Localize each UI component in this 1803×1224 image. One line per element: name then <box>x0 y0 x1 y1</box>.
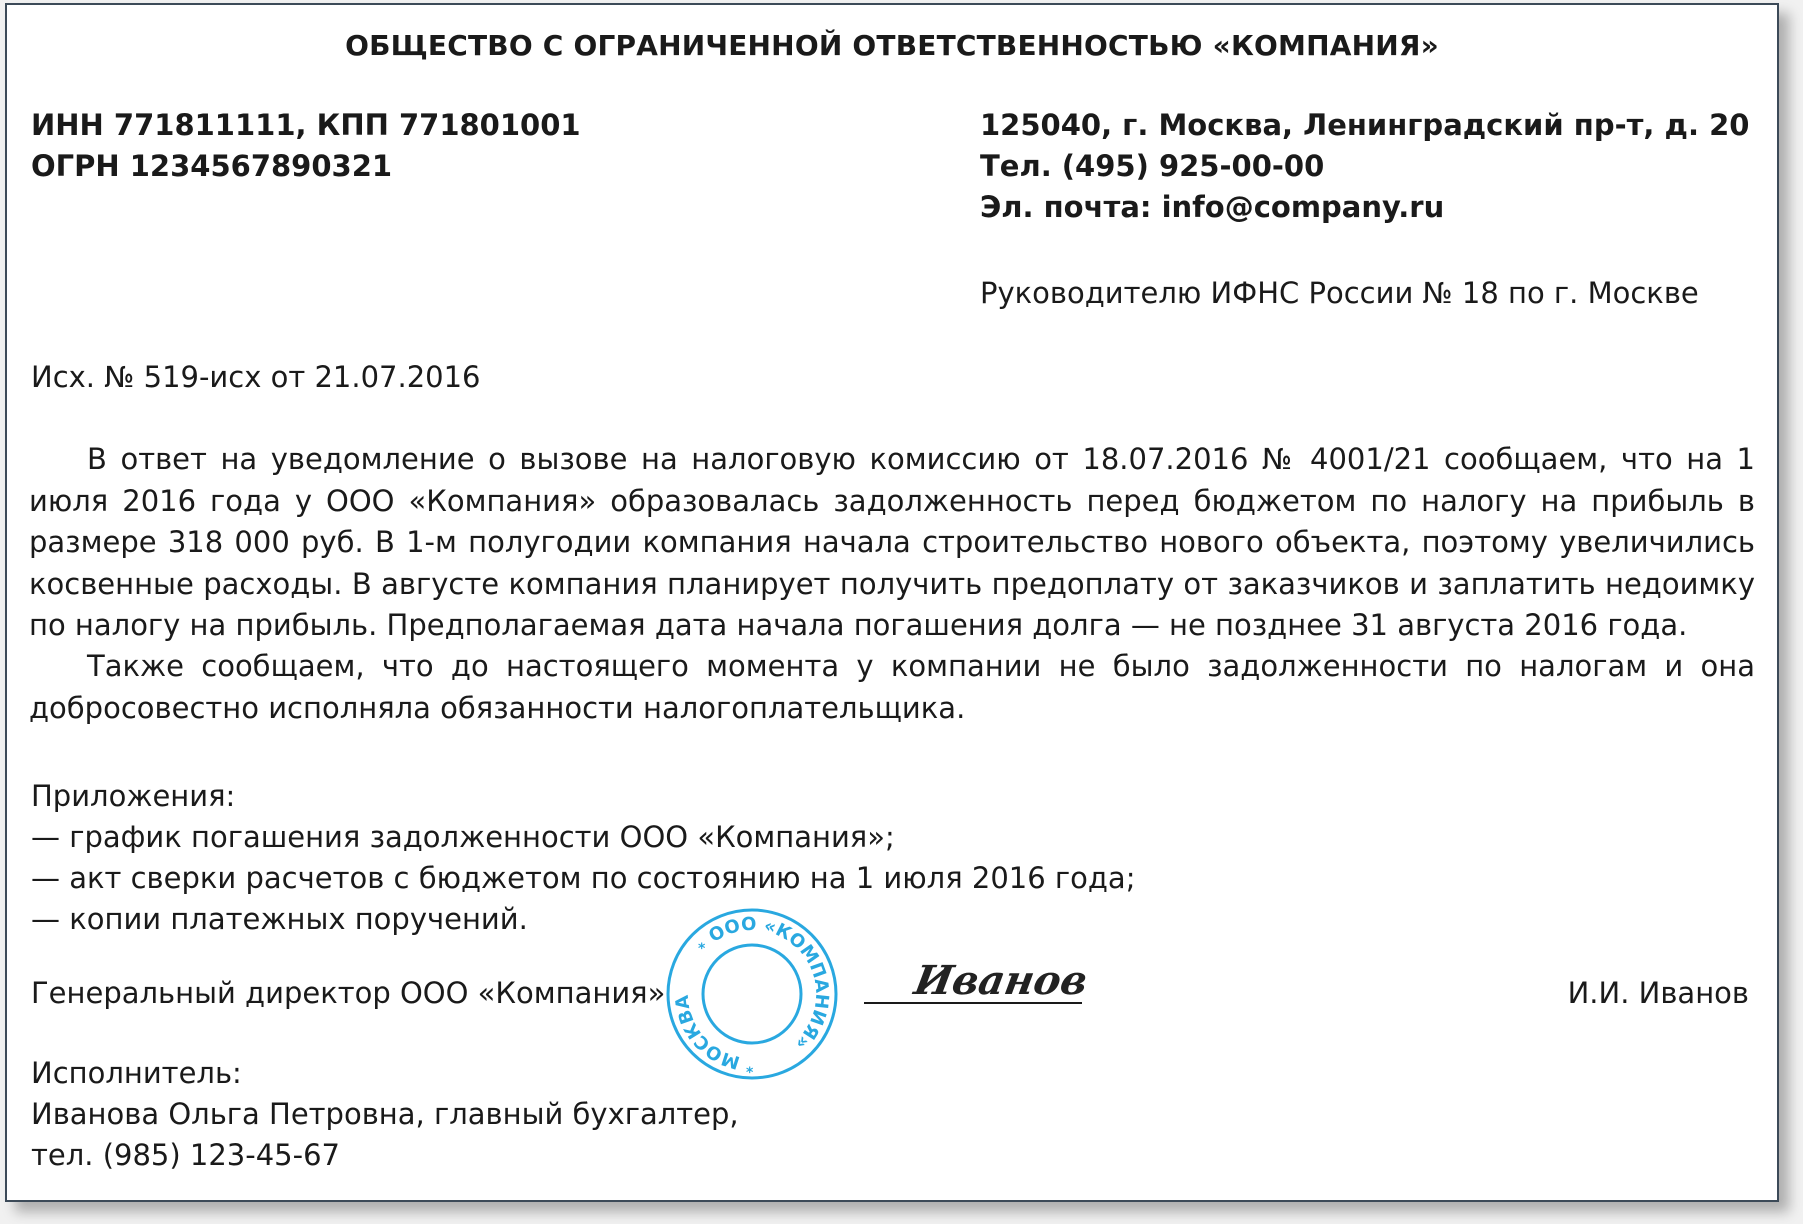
attachment-item: — акт сверки расчетов с бюджетом по состоянию на 1 июля 2016 года; <box>31 861 1136 895</box>
seal-inner-ring <box>703 945 801 1043</box>
company-email: Эл. почта: info@company.ru <box>980 190 1445 224</box>
outgoing-reference: Исх. № 519-исх от 21.07.2016 <box>31 360 481 394</box>
seal-star: * <box>746 1065 754 1081</box>
executor-name: Иванова Ольга Петровна, главный бухгалтер, <box>31 1097 739 1131</box>
company-seal-stamp <box>665 907 839 1081</box>
body-paragraph-2 <box>29 646 1755 729</box>
signatory-position: Генеральный директор ООО «Компания» <box>31 976 666 1010</box>
executor-heading: Исполнитель: <box>31 1056 242 1090</box>
seal-outer-ring <box>668 910 836 1078</box>
ogrn: ОГРН 1234567890321 <box>31 149 393 183</box>
letter-page <box>5 3 1779 1202</box>
body-paragraph-1-text: В ответ на уведомление о вызове на налоговую комиссию от 18.07.2016 № 4001/21 сообщаем, что на 1 июля 2016 года у ООО «Компания» образовалась задолженность перед бюджетом по налогу на прибыль в размере 318 000 руб. В 1-м полугодии компания начала строительство нового объекта, поэтому увеличились косвенные расходы. В августе компания планирует получить предоплату от заказчиков и заплатить недоимку по налогу на прибыль. Предполагаемая дата начала погашения долга — не позднее 31 августа 2016 года. <box>29 442 1755 642</box>
company-address: 125040, г. Москва, Ленинградский пр-т, д. 20 <box>980 108 1750 142</box>
addressee: Руководителю ИФНС России № 18 по г. Москве <box>980 276 1699 310</box>
handwritten-signature: Иванов <box>910 957 1092 1004</box>
attachment-item: — копии платежных поручений. <box>31 902 528 936</box>
company-title: ОБЩЕСТВО С ОГРАНИЧЕННОЙ ОТВЕТСТВЕННОСТЬЮ «КОМПАНИЯ» <box>345 29 1439 62</box>
executor-phone: тел. (985) 123-45-67 <box>31 1138 340 1172</box>
body-paragraph-1 <box>29 439 1755 647</box>
company-phone: Тел. (495) 925-00-00 <box>980 149 1325 183</box>
attachments-heading: Приложения: <box>31 779 236 813</box>
inn-kpp: ИНН 771811111, КПП 771801001 <box>31 108 581 142</box>
seal-arc-text-left: МОСКВА <box>671 994 743 1073</box>
attachment-item: — график погашения задолженности ООО «Компания»; <box>31 820 895 854</box>
body-paragraph-2-text: Также сообщаем, что до настоящего момента у компании не было задолженности по налогам и она добросовестно исполняла обязанности налогоплательщика. <box>29 649 1755 725</box>
seal-arc-text-top: ООО «КОМПАНИЯ» <box>705 913 833 1054</box>
signatory-name: И.И. Иванов <box>1567 976 1749 1010</box>
signature-line <box>864 1002 1082 1004</box>
seal-star: * <box>698 941 706 957</box>
